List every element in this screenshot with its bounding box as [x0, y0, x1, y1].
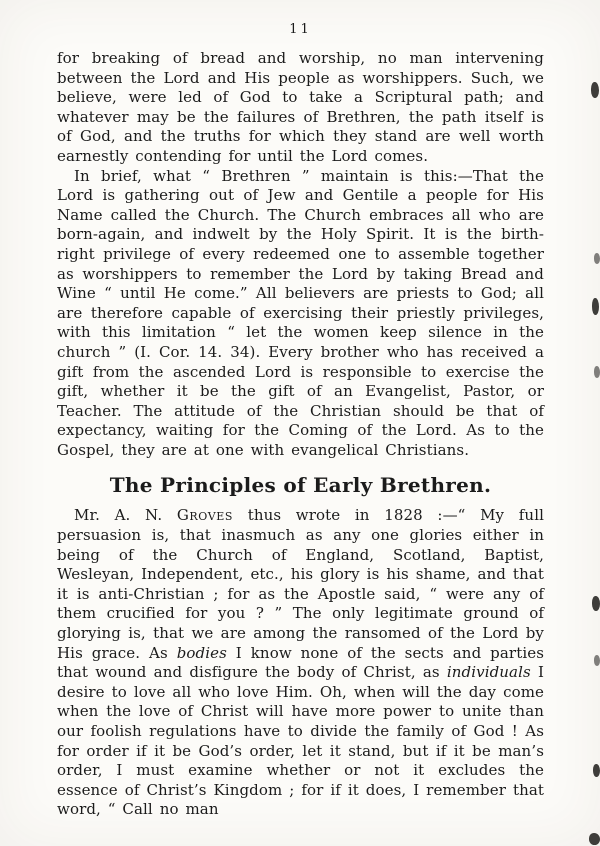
body-text: I desire to love all who love Him. Oh, when will the day come when the love of Christ will have more power to unite than our foolish regulations have to divide the family of God ! As for order if it be God’s order, let it stand, but if it be man’s order, I must examine whether or not it excludes the essence of Christ’s Kingdom ; for if it does, I remember that word, “ Call no man	[57, 663, 544, 819]
scan-artifact	[591, 82, 599, 98]
scan-artifact	[594, 366, 600, 378]
italic-text: bodies	[176, 643, 227, 662]
scan-artifact	[594, 253, 600, 264]
page-number: 11	[289, 22, 312, 37]
scan-artifact	[589, 833, 600, 845]
scan-artifact	[594, 655, 600, 666]
paragraph	[57, 49, 544, 167]
body-text: for breaking of bread and worship, no man intervening between the Lord and His people as worshippers. Such, we believe, were led of God to take a Scriptural path; and whatever may be the failures of Brethren, the path itself is of God, and the truths for which they stand are well worth earnestly contending for until the Lord comes.	[57, 49, 544, 165]
body-text: thus wrote in 1828 :—“ My full persuasion is, that inasmuch as any one glories either in being of the Church of England, Scotland, Baptist, Wesleyan, Independent, etc., his glory is his shame, and that it is anti-Christian ; for as the Apostle said, “ were any of them crucified for you ? ” The only legitimate ground of glorying is, that we are among the ransomed of the Lord by His grace. As	[57, 506, 544, 662]
scan-artifact	[593, 764, 600, 777]
section-heading: The Principles of Early Brethren.	[109, 473, 492, 498]
body-text: In brief, what “ Brethren ” maintain is this:—That the Lord is gathering out of Jew and Gentile a people for His Name called the Church. The Church embraces all who are born-again, and indwelt by the Holy Spirit. It is the birth-right privilege of every redeemed one to assemble together as worshippers to remember the Lord by taking Bread and Wine “ until He come.” All believers are priests to God; all are therefore capable of exercising their priestly privileges, with this limitation “ let the women keep silence in the church ” (I. Cor. 14. 34). Every brother who has received a gift from the ascended Lord is responsible to exercise the gift, whether it be the gift of an Evangelist, Pastor, or Teacher. The attitude of the Christian should be that of expectancy, waiting for the Coming of the Lord. As to the Gospel, they are at one with evangelical Christians.	[57, 166, 544, 459]
smallcaps-name: Groves	[176, 506, 234, 525]
italic-text: individuals	[446, 663, 531, 682]
text-block	[57, 22, 544, 820]
paragraph	[57, 506, 544, 820]
page-text	[57, 49, 544, 820]
body-text: Mr. A. N.	[74, 506, 177, 525]
paragraph	[57, 167, 544, 461]
scan-artifact	[592, 596, 600, 611]
body-text: I know none of the sects and parties that wound and disfigure the body of Christ, as	[57, 643, 544, 682]
scan-artifact	[592, 298, 599, 315]
